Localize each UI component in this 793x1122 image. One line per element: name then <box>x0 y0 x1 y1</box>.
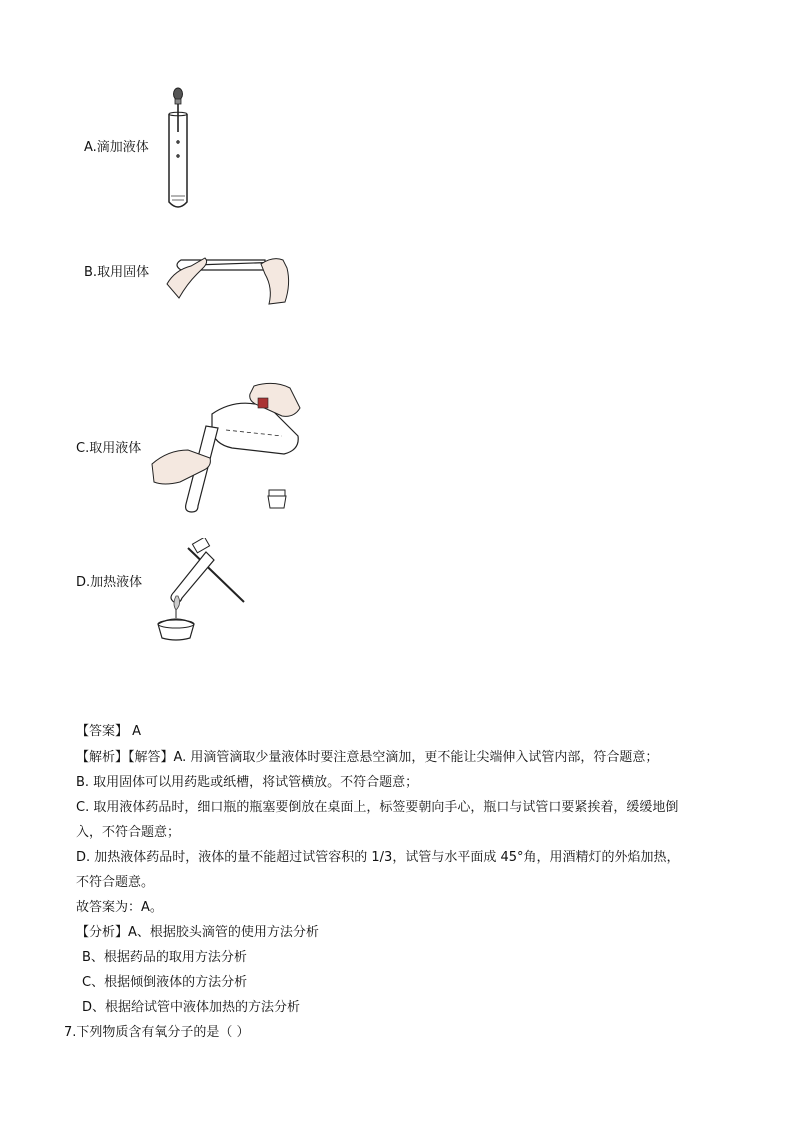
answer-tag: 【答案】 <box>76 724 129 739</box>
answer-value: A <box>132 724 142 739</box>
liquid-pouring-figure <box>150 378 310 516</box>
points-line-2: B、根据药品的取用方法分析 <box>82 950 247 965</box>
heating-liquid-figure <box>148 538 248 644</box>
analysis-line-7: 故答案为：A。 <box>76 900 163 915</box>
option-letter: A. <box>84 140 97 155</box>
option-text: 滴加液体 <box>96 140 149 155</box>
option-text: 取用固体 <box>97 265 150 280</box>
analysis-line-2: B. 取用固体可以用药匙或纸槽，将试管横放。不符合题意； <box>76 775 419 790</box>
answer-line <box>76 723 141 741</box>
option-text: 取用液体 <box>89 441 142 456</box>
next-question: 7.下列物质含有氧分子的是（ ） <box>64 1025 250 1040</box>
points-line-1: 【分析】A、根据胶头滴管的使用方法分析 <box>76 925 319 940</box>
option-letter: C. <box>76 441 90 456</box>
option-b-label <box>84 265 149 281</box>
analysis-line-6: 不符合题意。 <box>76 875 155 890</box>
analysis-line-5: D. 加热液体药品时，液体的量不能超过试管容积的 1/3，试管与水平面成 45°角，用酒精灯的外焰加热， <box>76 850 680 865</box>
option-letter: B. <box>84 265 98 280</box>
analysis-line-1: 【解析】【解答】A. 用滴管滴取少量液体时要注意悬空滴加，更不能让尖端伸入试管内部，符合题意； <box>76 750 659 765</box>
option-letter: D. <box>76 575 91 590</box>
dropper-figure <box>162 84 194 214</box>
option-d-label <box>76 575 142 591</box>
analysis-line-4: 入，不符合题意； <box>76 825 181 840</box>
option-text: 加热液体 <box>90 575 143 590</box>
points-line-3: C、根据倾倒液体的方法分析 <box>82 975 248 990</box>
points-line-4: D、根据给试管中液体加热的方法分析 <box>82 1000 301 1015</box>
solid-taking-figure <box>165 244 295 308</box>
analysis-line-3: C. 取用液体药品时，细口瓶的瓶塞要倒放在桌面上，标签要朝向手心，瓶口与试管口要紧挨着，缓缓地倒 <box>76 800 679 815</box>
option-a-label <box>84 140 149 156</box>
option-c-label <box>76 441 141 457</box>
